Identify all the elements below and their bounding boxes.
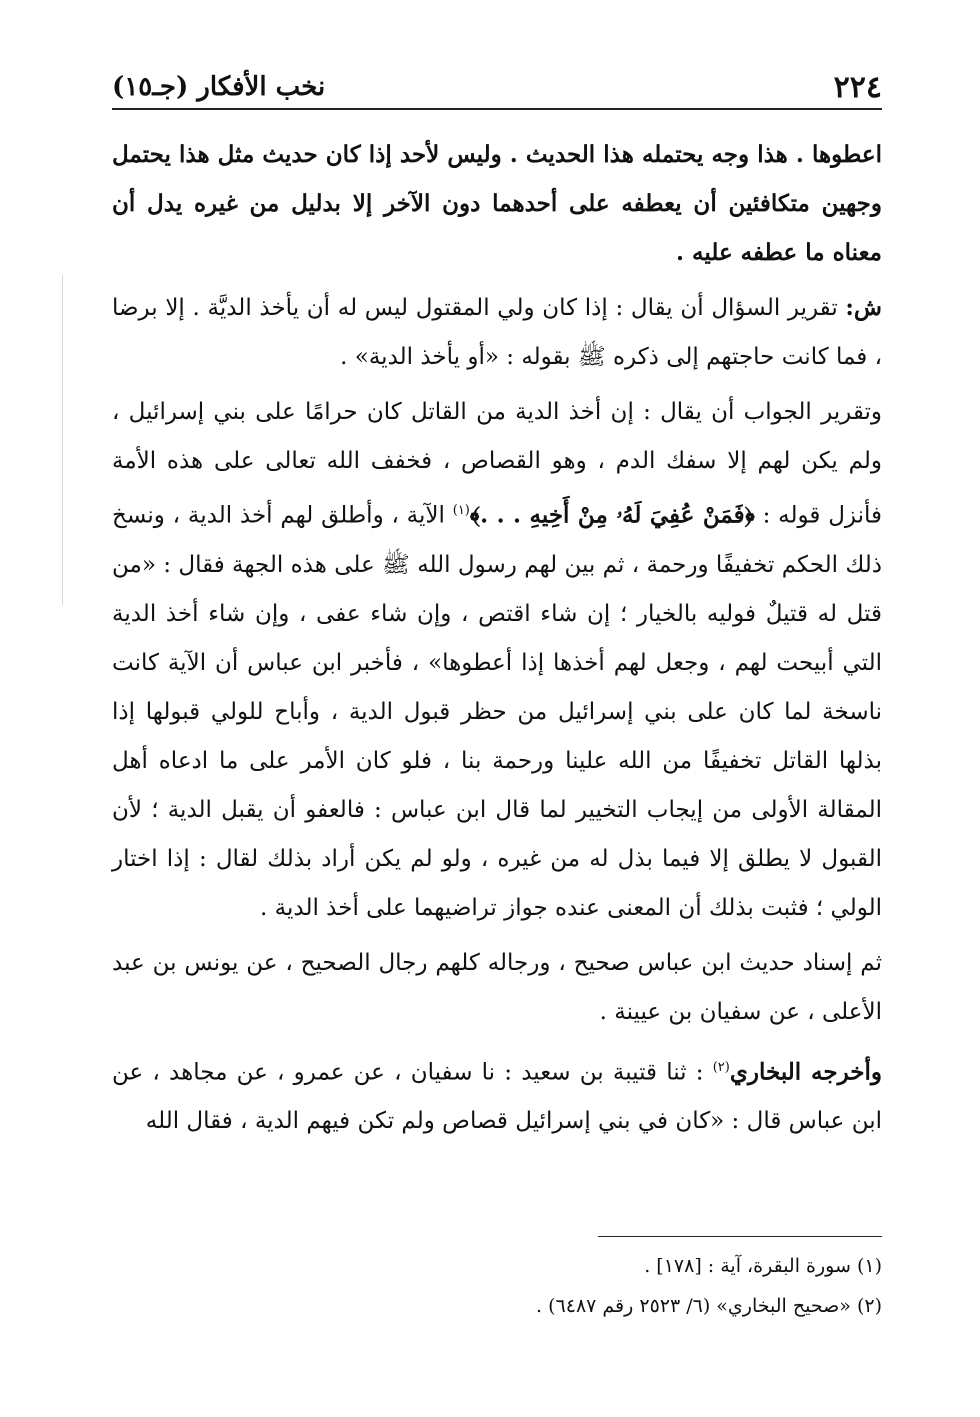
footnote-1: (١) سورة البقرة، آية : [١٧٨] . [644,1255,882,1277]
footnote-ref-2: (٢) [712,1059,730,1075]
margin-guide-line [62,275,63,605]
book-title: نخب الأفكار (جـ١٥) [112,72,326,102]
main-text [112,130,882,1152]
commentary-marker: ش: [845,294,882,321]
page-number: ٢٢٤ [833,69,882,105]
paragraph-5-text: : ثنا قتيبة بن سعيد : نا سفيان ، عن عمرو ، عن مجاهد ، عن ابن عباس قال : «كان في بني إسرائيل قصاص ولم تكن فيهم الدية ، فقال الله [112,1059,882,1135]
quran-verse: ﴿فَمَنْ عُفِيَ لَهُۥ مِنْ أَخِيهِ . . .﴾ [469,501,755,529]
paragraph-3-text-a: وتقرير الجواب أن يقال : إن أخذ الدية من القاتل كان حرامًا على بني إسرائيل ، ولم يكن لهم إلا سفك الدم ، وهو القصاص ، فخفف الله تعالى على هذه الأمة فأنزل قوله : [112,399,882,529]
footnote-ref-1: (١) [452,503,470,518]
paragraph-3 [112,388,882,933]
footnote-divider [598,1236,882,1237]
header-divider [112,108,882,110]
bukhari-lead: وأخرجه البخاري [729,1058,883,1086]
paragraph-1: اعطوها . هذا وجه يحتمله هذا الحديث . وليس لأحد إذا كان حديث مثل هذا يحتمل وجهين متكافئين أن يعطفه على أحدهما دون الآخر إلا بدليل من غيره يدل أن معناه ما عطفه عليه . [112,141,882,266]
paragraph-5 [112,1043,882,1147]
paragraph-2-text: تقرير السؤال أن يقال : إذا كان ولي المقتول ليس له أن يأخذ الديَّة . إلا برضا ، فما كانت حاجتهم إلى ذكره ﷺ بقوله : «أو يأخذ الدية» . [112,295,882,370]
page-header [112,70,882,104]
paragraph-2 [112,283,882,382]
footnote-2: (٢) «صحيح البخاري» (٦/ ٢٥٢٣ رقم ٦٤٨٧) . [536,1295,882,1317]
footnotes [112,1246,882,1326]
paragraph-3-text-b: الآية ، وأطلق لهم أخذ الدية ، ونسخ ذلك الحكم تخفيفًا ورحمة ، ثم بين لهم رسول الله ﷺ على هذه الجهة فقال : «من قتل له قتيلٌ فوليه بالخيار ؛ إن شاء اقتص ، وإن شاء عفى ، وإن شاء أخذ الدية التي أبيحت لهم ، وجعل لهم أخذها إذا أعطوها» ، فأخبر ابن عباس أن الآية كانت ناسخة لما كان على بني إسرائيل من حظر قبول الدية ، وأباح للولي قبولها إذا بذلها القاتل تخفيفًا من الله علينا ورحمة بنا ، فلو كان الأمر على ما ادعاه أهل المقالة الأولى من إيجاب التخيير لما قال ابن عباس : فالعفو أن يقبل الدية ؛ لأن القبول لا يطلق إلا فيما بذل له من غيره ، ولو لم يكن أراد بذلك لقال : إذا اختار الولي ؛ فثبت بذلك أن المعنى عنده جواز تراضيهما على أخذ الدية . [112,502,882,921]
paragraph-4: ثم إسناد حديث ابن عباس صحيح ، ورجاله كلهم رجال الصحيح ، عن يونس بن عبد الأعلى ، عن سفيان بن عيينة . [112,949,882,1025]
